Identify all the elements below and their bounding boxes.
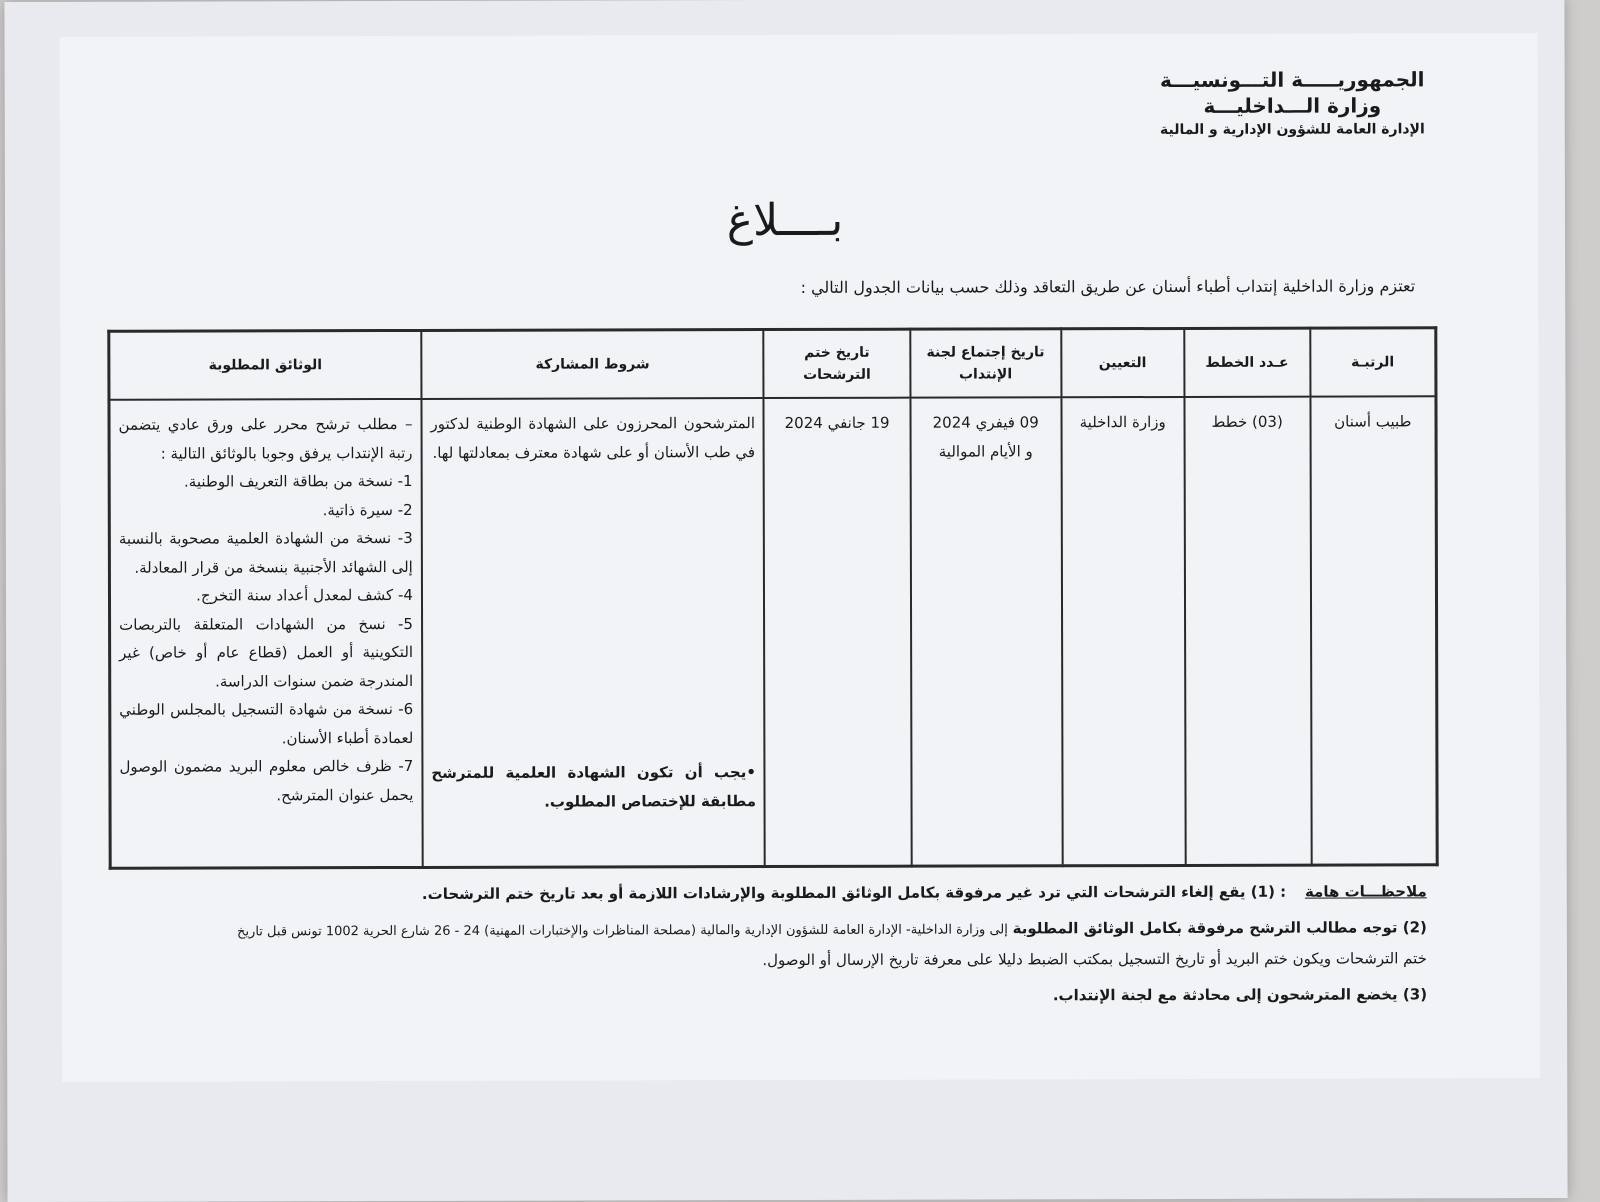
table-row (109, 396, 1437, 868)
directorate-name: الإدارة العامة للشؤون الإدارية و المالية (1159, 121, 1425, 139)
list-item: 1- نسخة من بطاقة التعريف الوطنية. (183, 471, 413, 491)
header-rank: الرتبـة (1310, 328, 1436, 397)
header-conditions: شروط المشاركة (421, 330, 764, 399)
page-title: بــــلاغ (726, 194, 844, 247)
conditions-text: المترشحون المحرزون على الشهادة الوطنية لدكتور في طب الأسنان أو على شهادة معترف بمعادلتها لها. (430, 414, 756, 462)
document-page (4, 0, 1567, 1202)
note-3: (3) يخضع المترشحون إلى محادثة مع لجنة الإنتداب. (1052, 984, 1428, 1004)
cell-posts: (03) خطط (1184, 397, 1311, 866)
note-2-continuation: ختم الترشحات ويكون ختم البريد أو تاريخ التسجيل بمكتب الضبط دليلا على معرفة تاريخ الإرسال أو الوصول. (762, 949, 1427, 970)
list-item: 2- سيرة ذاتية. (322, 500, 413, 519)
header-documents: الوثائق المطلوبة (109, 330, 422, 399)
important-notes (117, 876, 1427, 1017)
recruitment-table (107, 326, 1438, 869)
documents-list (119, 467, 414, 810)
conditions-note: •يجب أن تكون الشهادة العلمية للمترشح مطابقة للإختصاص المطلوب. (431, 763, 757, 811)
notes-label: ملاحظـــات هامة (1304, 882, 1427, 901)
documents-intro: – مطلب ترشح محرر على ورق عادي يتضمن رتبة الإنتداب يرفق وجوبا بالوثائق التالية : (118, 414, 413, 463)
cell-assignment: وزارة الداخلية (1061, 397, 1185, 866)
republic-name: الجمهوريـــــة التـــونسيـــة (1159, 67, 1425, 93)
letterhead (1160, 66, 1425, 139)
header-committee-date: تاريخ إجتماع لجنة الإنتداب (910, 329, 1061, 398)
committee-date: 09 فيفري 2024 (932, 413, 1039, 432)
table-header-row (109, 328, 1436, 400)
cell-committee-date (910, 397, 1062, 866)
cell-rank: طبيب أسنان (1310, 396, 1437, 865)
list-item: 7- ظرف خالص معلوم البريد مضمون الوصول يحمل عنوان المترشح. (119, 756, 414, 804)
cell-deadline: 19 جانفي 2024 (764, 398, 911, 867)
note-1-line: ملاحظـــات هامة : (1) يقع إلغاء الترشحات التي ترد غير مرفوقة بكامل الوثائق المطلوبة والإرشادات اللازمة أو بعد تاريخ ختم الترشحات. (421, 882, 1427, 903)
note-1: (1) يقع إلغاء الترشحات التي ترد غير مرفوقة بكامل الوثائق المطلوبة والإرشادات اللازمة أو بعد تاريخ ختم الترشحات. (421, 882, 1275, 903)
cell-documents (109, 399, 423, 868)
list-item: 4- كشف لمعدل أعداد سنة التخرج. (196, 585, 413, 605)
header-posts: عـدد الخطط (1184, 328, 1310, 397)
list-item: 6- نسخة من شهادة التسجيل بالمجلس الوطني لعمادة أطباء الأسنان. (119, 699, 414, 747)
list-item: 5- نسخ من الشهادات المتعلقة بالتربصات التكوينية أو العمل (قطاع عام أو خاص) غير المندرجة ضمن سنوات الدراسة. (119, 614, 414, 690)
cell-conditions (421, 398, 765, 867)
header-deadline: تاريخ ختم الترشحات (764, 329, 910, 398)
note-2-bold: (2) توجه مطالب الترشح مرفوقة بكامل الوثائق المطلوبة (1012, 917, 1427, 937)
ministry-name: وزارة الـــداخليـــة (1203, 93, 1382, 118)
header-assignment: التعيين (1061, 328, 1184, 397)
intro-text: تعتزم وزارة الداخلية إنتداب أطباء أسنان عن طريق التعاقد وذلك حسب بيانات الجدول التالي : (800, 276, 1416, 297)
committee-date-note: و الأيام الموالية (938, 441, 1033, 461)
list-item: 3- نسخة من الشهادة العلمية مصحوبة بالنسبة إلى الشهائد الأجنبية بنسخة من قرار المعادلة. (118, 528, 413, 577)
note-2 (117, 912, 1427, 978)
note-2-address: إلى وزارة الداخلية- الإدارة العامة للشؤون الإدارية والمالية (مصلحة المناظرات والإختبارات المهنية) 24 - 26 شارع الحرية 1002 تونس قبل تاريخ (237, 921, 1008, 939)
